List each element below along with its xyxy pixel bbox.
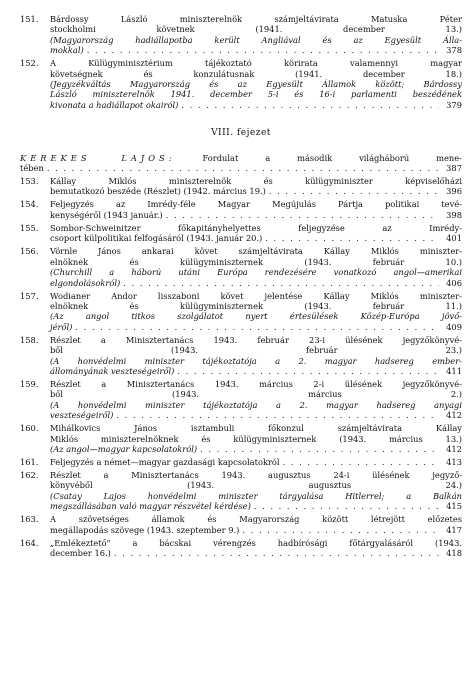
toc-entry bbox=[20, 335, 462, 377]
entry-line: ből (1943. február 23.) bbox=[50, 345, 462, 356]
entry-body bbox=[50, 14, 462, 56]
entry-last-text: csoport külpolitikai felfogásáról (1943. január 20.) bbox=[50, 233, 263, 244]
entries-top bbox=[20, 14, 462, 110]
entry-last-text: december 16.) bbox=[50, 548, 111, 558]
entry-number: 163. bbox=[20, 514, 39, 525]
entry-page-number: 417 bbox=[446, 524, 462, 535]
leader-dots bbox=[47, 163, 439, 173]
author-entry-page-number: 387 bbox=[446, 163, 462, 174]
entry-last-text: jéről) bbox=[50, 321, 73, 332]
author-entry-title-line bbox=[20, 153, 462, 163]
leader-dots bbox=[181, 100, 439, 110]
entry-number: 157. bbox=[20, 290, 39, 301]
entry-line: Wodianer Andor lisszaboni követ jelentése Kállay Miklós miniszter- bbox=[50, 290, 462, 301]
toc-entry bbox=[20, 538, 462, 559]
author-entry-last-text: tében bbox=[20, 163, 44, 174]
entry-line: elnöknek és külügyminiszternek (1943. február 11.) bbox=[50, 300, 462, 311]
entry-line: Kállay Miklós miniszterelnök és külügyminiszter képviselőházi bbox=[50, 176, 462, 187]
entry-line: Vörnle János ankarai követ számjeltávirata Kállay Miklós miniszter- bbox=[50, 246, 462, 257]
entry-line: könyvéből (1943. augusztus 24.) bbox=[50, 480, 462, 491]
entry-last-line bbox=[50, 548, 462, 558]
entry-number: 153. bbox=[20, 176, 39, 187]
entry-page-number: 396 bbox=[446, 186, 462, 197]
entry-body bbox=[50, 457, 462, 467]
entry-last-line bbox=[50, 233, 462, 243]
entry-body bbox=[50, 379, 462, 421]
entry-line: Részlet a Minisztertanács 1943. március 2-i ülésének jegyzőkönyvé- bbox=[50, 378, 462, 389]
chapter-heading: VIII. fejezet bbox=[211, 128, 271, 139]
entry-last-text: (Az angol—magyar kapcsolatokról) bbox=[50, 443, 198, 454]
entry-line: követségnek és konzulátusnak (1941. december 18.) bbox=[50, 68, 462, 79]
entry-number: 161. bbox=[20, 456, 39, 467]
entry-last-text: Feljegyzés a német—magyar gazdasági kapcsolatokról bbox=[50, 456, 280, 467]
entry-number: 160. bbox=[20, 423, 39, 434]
author-entry bbox=[20, 153, 462, 174]
entry-note-line: (Az angol titkos szolgálatot nyert értesülések Közép-Európa jövő- bbox=[50, 311, 462, 322]
entry-number: 159. bbox=[20, 378, 39, 389]
leader-dots bbox=[265, 233, 439, 243]
entry-last-line bbox=[50, 444, 462, 454]
entry-last-text: megszállásában való magyar részvétel kérdése) bbox=[50, 501, 251, 512]
entry-line: A Külügyminisztérium tájékoztató körirata valamennyi magyar bbox=[50, 58, 462, 69]
toc-entry bbox=[20, 423, 462, 454]
entry-line: Mihálkovics János isztambuli főkonzul számjeltávirata Kállay bbox=[50, 423, 462, 434]
entry-line: Részlet a Minisztertanács 1943. augusztus 24-i ülésének jegyző- bbox=[50, 469, 462, 480]
entry-last-text: kenységéről (1943 január.) bbox=[50, 209, 163, 220]
entry-last-text: kivonata a hadiállapot okairól) bbox=[50, 99, 179, 110]
toc-entry bbox=[20, 223, 462, 244]
entry-line: Sombor-Schweinitzer főkapitányhelyettes feljegyzése az Imrédy- bbox=[50, 222, 462, 233]
entry-last-line bbox=[50, 210, 462, 220]
toc-entry bbox=[20, 379, 462, 421]
entry-line: Feljegyzés az Imrédy-féle Magyar Megújulás Pártja politikai tevé- bbox=[50, 199, 462, 210]
entry-number: 162. bbox=[20, 469, 39, 480]
entry-last-line bbox=[50, 366, 462, 376]
entry-line: elnöknek és külügyminiszternek (1943. február 10.) bbox=[50, 256, 462, 267]
leader-dots bbox=[254, 501, 439, 511]
entry-last-text: veszteségeiről) bbox=[50, 410, 114, 421]
entry-page-number: 409 bbox=[446, 321, 462, 332]
entry-body bbox=[50, 246, 462, 288]
entry-page-number: 379 bbox=[446, 99, 462, 110]
toc-entry bbox=[20, 176, 462, 197]
entry-page-number: 412 bbox=[446, 443, 462, 454]
entry-line: Miklós miniszterelnöknek és külügyminiszternek (1943. március 13.) bbox=[50, 433, 462, 444]
entry-last-line bbox=[50, 322, 462, 332]
leader-dots bbox=[200, 444, 439, 454]
entry-page-number: 406 bbox=[446, 277, 462, 288]
entry-last-text: megállapodás szövege (1943. szeptember 9.) bbox=[50, 524, 240, 535]
entry-page-number: 418 bbox=[446, 548, 462, 558]
toc-entry bbox=[20, 514, 462, 535]
toc-entry bbox=[20, 199, 462, 220]
leader-dots bbox=[242, 525, 439, 535]
entry-last-line bbox=[50, 501, 462, 511]
entry-note-line: (A honvédelmi miniszter tájékoztatója a 2. magyar hadsereg ember- bbox=[50, 355, 462, 366]
entry-last-text: mokkal) bbox=[50, 45, 84, 56]
toc-entry bbox=[20, 457, 462, 467]
entry-body bbox=[50, 423, 462, 454]
entry-note-line: (Magyarország hadiállapotba került Angliával és az Egyesült Álla- bbox=[50, 34, 462, 45]
toc-entry bbox=[20, 291, 462, 333]
entry-number: 154. bbox=[20, 199, 39, 210]
author-entry-last-line bbox=[20, 163, 462, 173]
leader-dots bbox=[123, 278, 439, 288]
entry-line: stockholmi követnek (1941. december 13.) bbox=[50, 24, 462, 35]
entry-last-line bbox=[50, 525, 462, 535]
entry-page-number: 398 bbox=[446, 209, 462, 220]
entry-last-line bbox=[50, 457, 462, 467]
leader-dots bbox=[114, 548, 439, 558]
entry-body bbox=[50, 514, 462, 535]
entry-body bbox=[50, 291, 462, 333]
entry-body bbox=[50, 335, 462, 377]
entry-note-line: (Jegyzékváltás Magyarország és az Egyesült Államok között; Bárdossy bbox=[50, 79, 462, 90]
entry-body bbox=[50, 538, 462, 559]
entry-body bbox=[50, 199, 462, 220]
entry-number: 152. bbox=[20, 58, 39, 69]
entry-last-line bbox=[50, 410, 462, 420]
entry-body bbox=[50, 223, 462, 244]
entry-note-line: (Churchill a háború utáni Európa rendezésére vonatkozó angol—amerikai bbox=[50, 267, 462, 278]
author-name: KEREKES LAJOS: bbox=[20, 152, 176, 163]
leader-dots bbox=[166, 210, 439, 220]
leader-dots bbox=[116, 410, 439, 420]
entry-body bbox=[50, 176, 462, 197]
entry-last-text: elgondolásokról) bbox=[50, 277, 121, 288]
author-entry-title: Fordulat a második világháború mene- bbox=[202, 152, 462, 163]
entry-number: 151. bbox=[20, 14, 39, 24]
entry-page-number: 401 bbox=[446, 233, 462, 244]
entry-page-number: 413 bbox=[446, 456, 462, 467]
entry-last-text: állományának veszteségeiről) bbox=[50, 365, 175, 376]
entry-last-line bbox=[50, 278, 462, 288]
leader-dots bbox=[87, 45, 439, 55]
entry-page-number: 415 bbox=[446, 501, 462, 512]
entry-body bbox=[50, 470, 462, 512]
entry-page-number: 411 bbox=[446, 365, 462, 376]
toc-entry bbox=[20, 14, 462, 56]
entry-note-line: (A honvédelmi miniszter tájékoztatója a 2. magyar hadsereg anyagi bbox=[50, 399, 462, 410]
entry-number: 156. bbox=[20, 246, 39, 257]
entry-note-line: (Csatay Lajos honvédelmi miniszter tárgyalása Hitlerrel; a Balkán bbox=[50, 490, 462, 501]
entry-line: „Emlékeztető" a bácskai vérengzés hadbírósági főtárgyalásáról (1943. bbox=[50, 537, 462, 548]
entry-page-number: 412 bbox=[446, 410, 462, 421]
entry-last-line bbox=[50, 100, 462, 110]
entries-bottom bbox=[20, 176, 462, 558]
entry-last-line bbox=[50, 45, 462, 55]
entry-line: Részlet a Minisztertanács 1943. február 23-i ülésének jegyzőkönyvé- bbox=[50, 334, 462, 345]
toc-entry bbox=[20, 246, 462, 288]
entry-line: A szövetséges államok és Magyarország között létrejött előzetes bbox=[50, 514, 462, 525]
entry-number: 155. bbox=[20, 222, 39, 233]
leader-dots bbox=[269, 186, 439, 196]
entry-number: 164. bbox=[20, 537, 39, 548]
entry-body bbox=[50, 58, 462, 110]
entry-note-line: László miniszterelnök 1941. december 5-i és 16-i parlamenti beszédének bbox=[50, 89, 462, 100]
entry-last-line bbox=[50, 186, 462, 196]
entry-page-number: 378 bbox=[446, 45, 462, 56]
entry-last-text: bemutatkozó beszéde (Részlet) (1942. március 19.) bbox=[50, 186, 266, 197]
leader-dots bbox=[177, 366, 439, 376]
entry-number: 158. bbox=[20, 334, 39, 345]
entry-line: Bárdossy László miniszterelnök számjeltávirata Matuska Péter bbox=[50, 14, 462, 24]
toc-entry bbox=[20, 470, 462, 512]
leader-dots bbox=[75, 322, 439, 332]
entry-line: ből (1943. március 2.) bbox=[50, 389, 462, 400]
toc-entry bbox=[20, 58, 462, 110]
leader-dots bbox=[283, 457, 439, 467]
